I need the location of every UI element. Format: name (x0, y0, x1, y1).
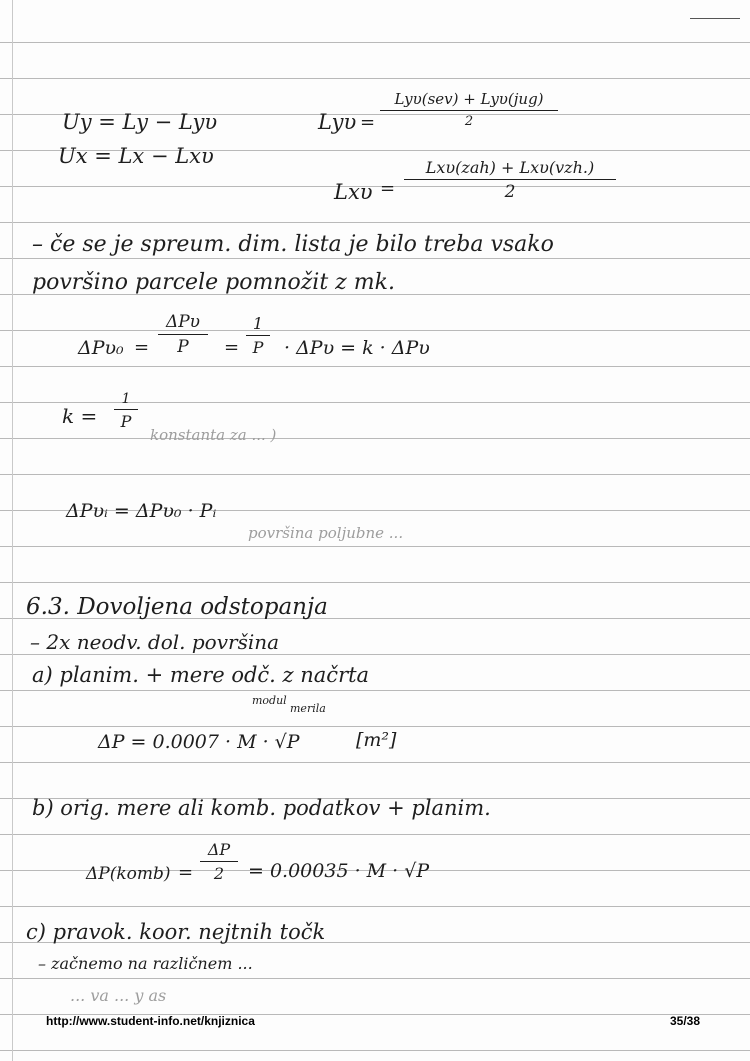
equation-b-rhs: = 0.00035 · M · √P (248, 860, 430, 882)
k-denominator: P (120, 412, 132, 431)
k-numerator: 1 (121, 391, 131, 407)
modul-note-1: modul (252, 694, 287, 707)
item-c: c) pravok. koor. nejtnih točk (26, 920, 326, 944)
dpu-f2-denominator: P (252, 338, 264, 357)
item-b: b) orig. mere ali komb. podatkov + planim. (32, 796, 491, 820)
dpu-f1-denominator: P (177, 337, 189, 357)
lxu-fraction (404, 160, 616, 201)
lxu-numerator: Lxυ(zah) + Lxυ(vzh.) (425, 158, 595, 177)
dpu-tail: · ΔPυ = k · ΔPυ (284, 337, 430, 359)
fraction-bar (404, 179, 616, 180)
k-lhs: k = (62, 404, 98, 428)
footer-url-link[interactable]: http://www.student-info.net/knjiznica (46, 1014, 255, 1028)
lxu-lhs: Lxυ (334, 180, 373, 204)
lyu-lhs: Lyυ (318, 110, 357, 134)
note-line-2: površino parcele pomnožit z mk. (32, 270, 395, 295)
dpvi-equation: ΔPυᵢ = ΔPυ₀ · Pᵢ (66, 500, 217, 522)
fraction-bar (114, 409, 138, 410)
k-fraction (114, 392, 138, 430)
dpu-f1-numerator: ΔPυ (165, 312, 201, 332)
section-title: 6.3. Dovoljena odstopanja (26, 594, 328, 620)
dpvi-note: površina poljubne ... (248, 524, 404, 542)
item-a: a) planim. + mere odč. z načrta (32, 663, 370, 687)
fraction-bar (380, 110, 558, 111)
equation-b-denominator: 2 (213, 864, 225, 883)
equals-sign: = (178, 862, 194, 883)
lyu-denominator: 2 (464, 114, 474, 129)
equation-b-numerator: ΔP (207, 840, 231, 859)
note-line-1: – če se je spreum. dim. lista je bilo treba vsako (32, 232, 554, 257)
equation-uy: Uy = Ly − Lyυ (62, 110, 218, 134)
lyu-fraction (380, 92, 558, 128)
equation-b-fraction (200, 842, 238, 882)
equals-sign: = (380, 178, 396, 199)
equals-sign: = (134, 337, 150, 358)
dpu-lhs: ΔPυ₀ (78, 337, 124, 359)
equation-a: ΔP = 0.0007 · M · √P (98, 731, 300, 753)
modul-note-2: merila (290, 702, 326, 715)
equals-sign: = (224, 337, 240, 358)
lyu-numerator: Lyυ(sev) + Lyυ(jug) (394, 90, 544, 108)
section-subtitle: – 2x neodv. dol. površina (30, 630, 280, 654)
dpu-fraction-1 (158, 314, 208, 356)
k-note: konstanta za ... ) (150, 426, 277, 444)
equation-ux: Ux = Lx − Lxυ (58, 144, 214, 168)
fraction-bar (158, 334, 208, 335)
dpu-f2-numerator: 1 (252, 314, 264, 333)
lxu-denominator: 2 (504, 182, 516, 202)
margin-line (12, 0, 13, 1061)
equals-sign: = (360, 112, 376, 133)
top-rule (690, 18, 740, 19)
fraction-bar (200, 861, 238, 862)
item-c-note-1: – začnemo na različnem ... (38, 954, 253, 973)
fraction-bar (246, 335, 270, 336)
dpu-fraction-2 (246, 316, 270, 356)
equation-b-lhs: ΔP(komb) (86, 864, 171, 884)
page-number: 35/38 (670, 1014, 701, 1028)
equation-a-unit: [m²] (356, 729, 397, 751)
item-c-note-2: ... va ... y as (70, 986, 167, 1005)
